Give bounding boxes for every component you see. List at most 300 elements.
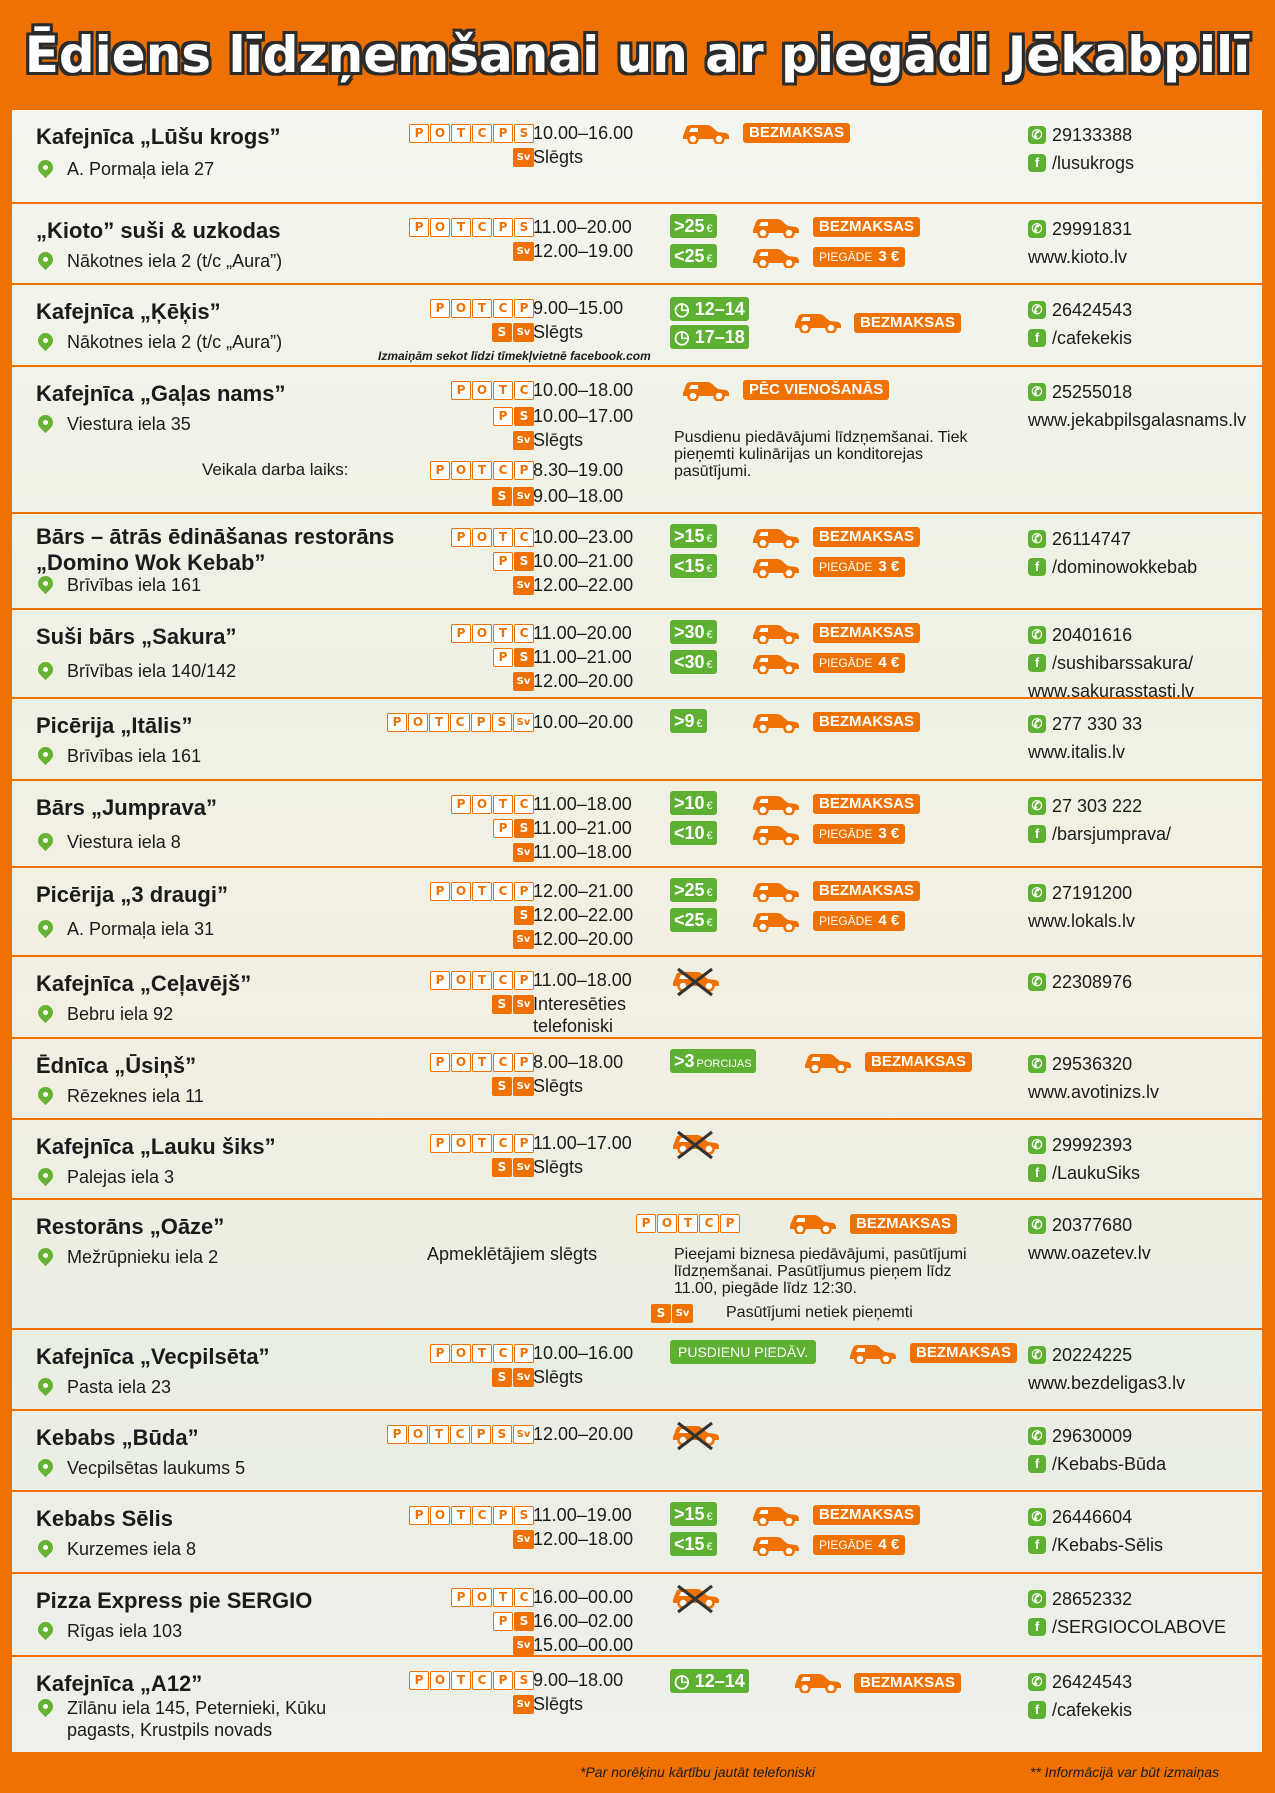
phone-number[interactable] [1028,381,1132,403]
day-letter: P [451,381,471,400]
facebook-link[interactable] [1028,823,1171,845]
address [36,1457,245,1479]
address-text: Zīlānu iela 145, Peternieki, Kūku pagasts, Krustpils novads [67,1698,327,1740]
address-text: Palejas iela 3 [67,1167,175,1187]
day-letter: C [472,1671,492,1690]
delivery-car-icon [787,1210,837,1234]
opening-hours: 8.00–18.00 [533,1052,624,1072]
day-letter: T [472,1053,492,1072]
facebook-link[interactable] [1028,1616,1226,1638]
delivery-price: 3 € [878,558,900,575]
location-pin-icon [35,659,56,680]
address [36,1246,218,1268]
opening-hours: 10.00–16.00 [533,1343,634,1363]
phone-text: 27 303 222 [1052,796,1143,816]
phone-number[interactable] [1028,528,1131,550]
day-letter: S [514,552,534,571]
phone-number[interactable] [1028,1671,1132,1693]
day-letter: P [430,971,450,990]
address-text: Nākotnes iela 2 (t/c „Aura”) [67,251,283,271]
day-letter: C [493,1344,513,1363]
time-window-badge [670,325,749,349]
facebook-link[interactable] [1028,1699,1132,1721]
day-letter: C [514,1588,534,1607]
day-letter: Sv [513,1425,534,1444]
footer [0,1752,1275,1793]
delivery-car-icon [750,524,800,548]
weekdays-badge [492,323,534,342]
website-link[interactable] [1028,910,1135,932]
time-window-badge [670,1669,749,1693]
website-link[interactable] [1028,409,1246,431]
opening-hours: 10.00–17.00 [533,406,634,426]
restaurant-name: Suši bārs „Sakura” [36,624,237,649]
opening-hours: 12.00–19.00 [533,241,634,261]
day-letter: O [430,1506,450,1525]
day-letter: P [430,299,450,318]
link-text: /barsjumprava/ [1052,824,1172,844]
day-letter: S [492,995,512,1014]
threshold-value: >3 [674,1051,695,1071]
day-letter: O [451,1344,471,1363]
location-pin-icon [35,744,56,765]
day-letter: P [430,461,450,480]
day-letter: S [492,487,512,506]
no-delivery-icon [670,1584,720,1614]
day-letter: C [472,218,492,237]
opening-hours: Slēgts [533,1076,584,1096]
address [36,1697,387,1741]
opening-hours: 12.00–21.00 [533,881,634,901]
delivery-car-icon [750,791,800,815]
website-link[interactable] [1028,1081,1159,1103]
day-letter: P [493,1506,513,1525]
location-pin-icon [35,1456,56,1477]
restaurant-name: „Kioto” suši & uzkodas [36,218,281,243]
address [36,1376,171,1398]
day-letter: Sv [513,487,534,506]
day-letter: Sv [513,1368,534,1387]
delivery-car-icon [680,120,730,144]
location-pin-icon [35,1537,56,1558]
facebook-icon: f [1028,1536,1046,1554]
location-pin-icon [35,1002,56,1023]
opening-hours: 12.00–22.00 [533,905,634,925]
day-letter: S [514,819,534,838]
delivery-label: PIEGĀDE [819,560,873,574]
day-letter: P [720,1214,740,1233]
restaurant-name: Kafejnīca „A12” [36,1671,203,1696]
free-delivery-badge [743,380,889,400]
day-letter: O [451,1053,471,1072]
delivery-price: 3 € [878,825,900,842]
delivery-label: PĒC VIENOŠANĀS [749,381,884,398]
opening-hours: 12.00–20.00 [533,929,634,949]
shop-hours-label: Veikala darba laiks: [202,460,349,479]
restaurant-row [12,1118,1262,1198]
opening-hours: 12.00–22.00 [533,575,634,595]
delivery-info: Pieejami biznesa piedāvājumi, pasūtījumi līdzņemšanai. Pasūtījumus pieņem līdz 11.00, piegāde līdz 12:30. [674,1246,967,1297]
day-letter: S [514,648,534,667]
restaurant-row [12,1037,1262,1118]
delivery-car-icon [750,908,800,932]
restaurant-row [12,1572,1262,1655]
delivery-car-icon [750,620,800,644]
facebook-icon: f [1028,654,1046,672]
facebook-link[interactable] [1028,652,1193,674]
time-window-text: 12–14 [694,299,745,319]
phone-text: 29630009 [1052,1426,1133,1446]
delivery-label: BEZMAKSAS [819,1506,915,1523]
link-text: /cafekekis [1052,1700,1133,1720]
phone-icon: ✆ [1028,715,1046,733]
phone-number[interactable] [1028,218,1132,240]
restaurant-row [12,1490,1262,1572]
facebook-link[interactable] [1028,327,1132,349]
opening-hours: Slēgts [533,1157,584,1177]
link-text: www.bezdeligas3.lv [1028,1373,1186,1393]
day-letter: Sv [513,1158,534,1177]
phone-text: 20224225 [1052,1345,1133,1365]
day-letter: P [493,124,513,143]
location-pin-icon [35,830,56,851]
phone-icon: ✆ [1028,383,1046,401]
phone-text: 26446604 [1052,1507,1133,1527]
facebook-link[interactable] [1028,556,1197,578]
day-letter: T [451,1671,471,1690]
phone-number[interactable] [1028,124,1132,146]
weekdays-badge [493,648,534,667]
order-threshold-badge [670,1532,717,1556]
address-text: Viestura iela 8 [67,832,181,852]
phone-number[interactable] [1028,624,1132,646]
link-text: /Kebabs-Būda [1052,1454,1167,1474]
day-letter: P [493,1612,513,1631]
opening-hours: 11.00–18.00 [533,842,632,862]
link-text: /lusukrogs [1052,153,1135,173]
day-letter: S [492,1368,512,1387]
restaurant-name: Ēdnīca „Ūsiņš” [36,1053,197,1078]
day-letter: T [472,299,492,318]
clock-icon: ◷ [674,1671,695,1691]
threshold-value: <25 [674,910,705,930]
phone-number[interactable] [1028,299,1132,321]
delivery-price: 4 € [878,1536,900,1553]
phone-number[interactable] [1028,713,1142,735]
order-threshold-badge [670,821,717,845]
phone-number[interactable] [1028,1053,1132,1075]
opening-hours: 10.00–18.00 [533,380,634,400]
address-text: Pasta iela 23 [67,1377,172,1397]
day-letter: P [493,819,513,838]
phone-text: 26424543 [1052,1672,1133,1692]
day-letter: O [451,882,471,901]
day-letter: P [451,528,471,547]
phone-text: 20401616 [1052,625,1133,645]
threshold-value: PUSDIENU PIEDĀV. [678,1344,809,1360]
delivery-car-icon [750,650,800,674]
phone-icon: ✆ [1028,1508,1046,1526]
day-letter: T [472,882,492,901]
day-letter: C [472,124,492,143]
threshold-unit: € [706,1511,713,1523]
day-letter: O [472,381,492,400]
weekdays-badge [493,552,534,571]
threshold-value: >9 [674,711,695,731]
day-letter: P [493,407,513,426]
phone-text: 20377680 [1052,1215,1133,1235]
threshold-unit: € [706,800,713,812]
day-letter: O [408,713,428,732]
day-letter: C [514,528,534,547]
order-threshold-badge [670,650,717,674]
phone-number[interactable] [1028,1588,1132,1610]
day-letter: C [472,1506,492,1525]
day-letter: P [493,1671,513,1690]
address-text: A. Pormaļa iela 31 [67,919,215,939]
address [36,1085,204,1107]
opening-hours: 9.00–15.00 [533,298,624,318]
weekdays-badge [451,528,534,547]
phone-icon: ✆ [1028,973,1046,991]
day-letter: S [514,1671,534,1690]
phone-number[interactable] [1028,795,1142,817]
footer-note-changes: ** Informācijā var būt izmaiņas [1030,1764,1220,1780]
weekdays-badge [513,1530,534,1549]
weekdays-badge [451,795,534,814]
delivery-car-icon [750,554,800,578]
day-letter: P [409,124,429,143]
restaurant-row [12,1655,1262,1752]
phone-number[interactable] [1028,882,1132,904]
facebook-icon: f [1028,558,1046,576]
hours-note: Izmaiņām sekot līdzi tīmekļvietnē facebook.com [378,349,651,363]
weekdays-badge [387,713,534,732]
delivery-info: Pusdienu piedāvājumi līdzņemšanai. Tiek pieņemti kulinārijas un konditorejas pasūtījumi. [674,429,968,480]
restaurant-row [12,1409,1262,1490]
phone-icon: ✆ [1028,220,1046,238]
phone-text: 29991831 [1052,219,1133,239]
phone-number[interactable] [1028,1134,1132,1156]
delivery-label: PIEGĀDE [819,827,873,841]
address-text: Brīvības iela 140/142 [67,661,237,681]
address-text: Nākotnes iela 2 (t/c „Aura”) [67,332,283,352]
delivery-car-icon [792,1669,842,1693]
footer-note-payment: *Par norēķinu kārtību jautāt telefoniski [580,1764,816,1780]
delivery-label: BEZMAKSAS [749,124,845,141]
opening-hours: 9.00–18.00 [533,486,624,506]
day-letter: T [429,713,449,732]
order-threshold-badge [670,620,717,644]
delivery-label: BEZMAKSAS [819,624,915,641]
phone-icon: ✆ [1028,1673,1046,1691]
day-letter: T [472,461,492,480]
delivery-price-badge [813,1535,905,1555]
address-text: Vecpilsētas laukums 5 [67,1458,246,1478]
threshold-unit: € [706,533,713,545]
weekdays-badge [409,218,534,237]
phone-number[interactable] [1028,1344,1132,1366]
threshold-value: >30 [674,622,705,642]
weekdays-badge [430,1053,534,1072]
opening-hours: 8.30–19.00 [533,460,624,480]
delivery-price: 4 € [878,654,900,671]
day-letter: P [430,882,450,901]
phone-number[interactable] [1028,1506,1132,1528]
day-letter: O [430,124,450,143]
day-letter: Sv [513,323,534,342]
day-letter: S [492,1425,512,1444]
weekdays-badge [513,843,534,862]
day-letter: S [514,1506,534,1525]
location-pin-icon [35,1375,56,1396]
day-letter: C [450,1425,470,1444]
address [36,413,191,435]
opening-hours: 11.00–19.00 [533,1505,632,1525]
day-letter: O [408,1425,428,1444]
phone-number[interactable] [1028,1425,1132,1447]
day-letter: Sv [513,576,534,595]
delivery-car-icon [750,709,800,733]
day-letter: T [451,1506,471,1525]
day-letter: P [514,1053,534,1072]
website-link[interactable] [1028,246,1127,268]
website-link[interactable] [1028,1242,1151,1264]
day-letter: O [451,1134,471,1153]
facebook-link[interactable] [1028,152,1134,174]
delivery-car-icon [802,1049,852,1073]
day-letter: C [514,795,534,814]
threshold-value: <10 [674,823,705,843]
website-link[interactable] [1028,1372,1185,1394]
threshold-unit: € [706,223,713,235]
delivery-label: PIEGĀDE [819,914,873,928]
weekdays-badge [430,882,534,901]
opening-hours: 10.00–16.00 [533,123,634,143]
weekdays-badge [513,930,534,949]
opening-hours: 12.00–18.00 [533,1529,634,1549]
weekdays-badge [430,971,534,990]
delivery-car-icon [750,878,800,902]
restaurant-row [12,283,1262,365]
day-letter: T [493,528,513,547]
day-letter: P [430,1134,450,1153]
day-letter: C [699,1214,719,1233]
opening-hours: 11.00–21.00 [533,818,632,838]
day-letter: T [493,624,513,643]
threshold-value: >10 [674,793,705,813]
order-threshold-badge [670,554,717,578]
facebook-icon: f [1028,1455,1046,1473]
delivery-car-icon [750,821,800,845]
opening-hours: 15.00–00.00 [533,1635,634,1655]
weekdays-badge [513,576,534,595]
delivery-label: PIEGĀDE [819,250,873,264]
facebook-icon: f [1028,1701,1046,1719]
weekdays-badge [513,431,534,450]
link-text: www.oazetev.lv [1028,1243,1151,1263]
restaurant-row [12,110,1262,202]
delivery-price-badge [813,557,905,577]
weekdays-badge [409,1506,534,1525]
day-letter: P [514,1134,534,1153]
facebook-link[interactable] [1028,1162,1140,1184]
day-letter: O [472,795,492,814]
day-letter: T [493,1588,513,1607]
day-letter: C [514,381,534,400]
location-pin-icon [35,917,56,938]
weekdays-badge [409,124,534,143]
day-letter: O [472,528,492,547]
address-text: Brīvības iela 161 [67,746,202,766]
phone-text: 277 330 33 [1052,714,1143,734]
delivery-car-icon [792,309,842,333]
phone-number[interactable] [1028,971,1132,993]
weekdays-badge [492,1158,534,1177]
delivery-label: BEZMAKSAS [871,1053,967,1070]
day-letter: Sv [672,1304,693,1323]
day-letter: O [430,218,450,237]
link-text: www.jekabpilsgalasnams.lv [1028,410,1247,430]
restaurant-row [12,1198,1262,1328]
threshold-unit: € [696,718,703,730]
link-text: /sushibarssakura/ [1052,653,1194,673]
day-letter: S [492,713,512,732]
facebook-link[interactable] [1028,1534,1163,1556]
day-letter: P [471,1425,491,1444]
free-delivery-badge [813,217,920,237]
facebook-link[interactable] [1028,1453,1166,1475]
threshold-unit: PORCIJAS [696,1058,752,1070]
day-letter: C [514,624,534,643]
website-link[interactable] [1028,741,1125,763]
address-text: Rēzeknes iela 11 [67,1086,204,1106]
no-delivery-icon [670,1130,720,1160]
free-delivery-badge [865,1052,972,1072]
address-text: A. Pormaļa iela 27 [67,159,215,179]
day-letter: P [451,624,471,643]
phone-icon: ✆ [1028,1136,1046,1154]
location-pin-icon [35,1165,56,1186]
page-title: Ēdiens līdzņemšanai un ar piegādi Jēkabpilī [24,26,1251,84]
free-delivery-badge: BEZMAKSAS [854,1673,961,1693]
restaurant-row [12,202,1262,283]
day-letter: S [492,1158,512,1177]
phone-icon: ✆ [1028,126,1046,144]
threshold-unit: € [706,659,713,671]
day-letter: C [493,1053,513,1072]
day-letter: Sv [513,148,534,167]
phone-number[interactable] [1028,1214,1132,1236]
threshold-value: >15 [674,526,705,546]
address-text: Mežrūpnieku iela 2 [67,1247,219,1267]
order-threshold-badge [670,878,717,902]
day-letter: Sv [513,242,534,261]
day-letter: Sv [513,713,534,732]
free-delivery-badge [813,1505,920,1525]
delivery-label: BEZMAKSAS [819,713,915,730]
day-letter: C [493,1134,513,1153]
day-letter: S [514,407,534,426]
threshold-value: <15 [674,556,705,576]
opening-hours: 16.00–00.00 [533,1587,634,1607]
phone-text: 29133388 [1052,125,1133,145]
restaurant-row [12,697,1262,779]
day-letter: T [493,795,513,814]
phone-icon: ✆ [1028,1055,1046,1073]
phone-text: 29992393 [1052,1135,1133,1155]
weekdays-badge [492,995,534,1014]
